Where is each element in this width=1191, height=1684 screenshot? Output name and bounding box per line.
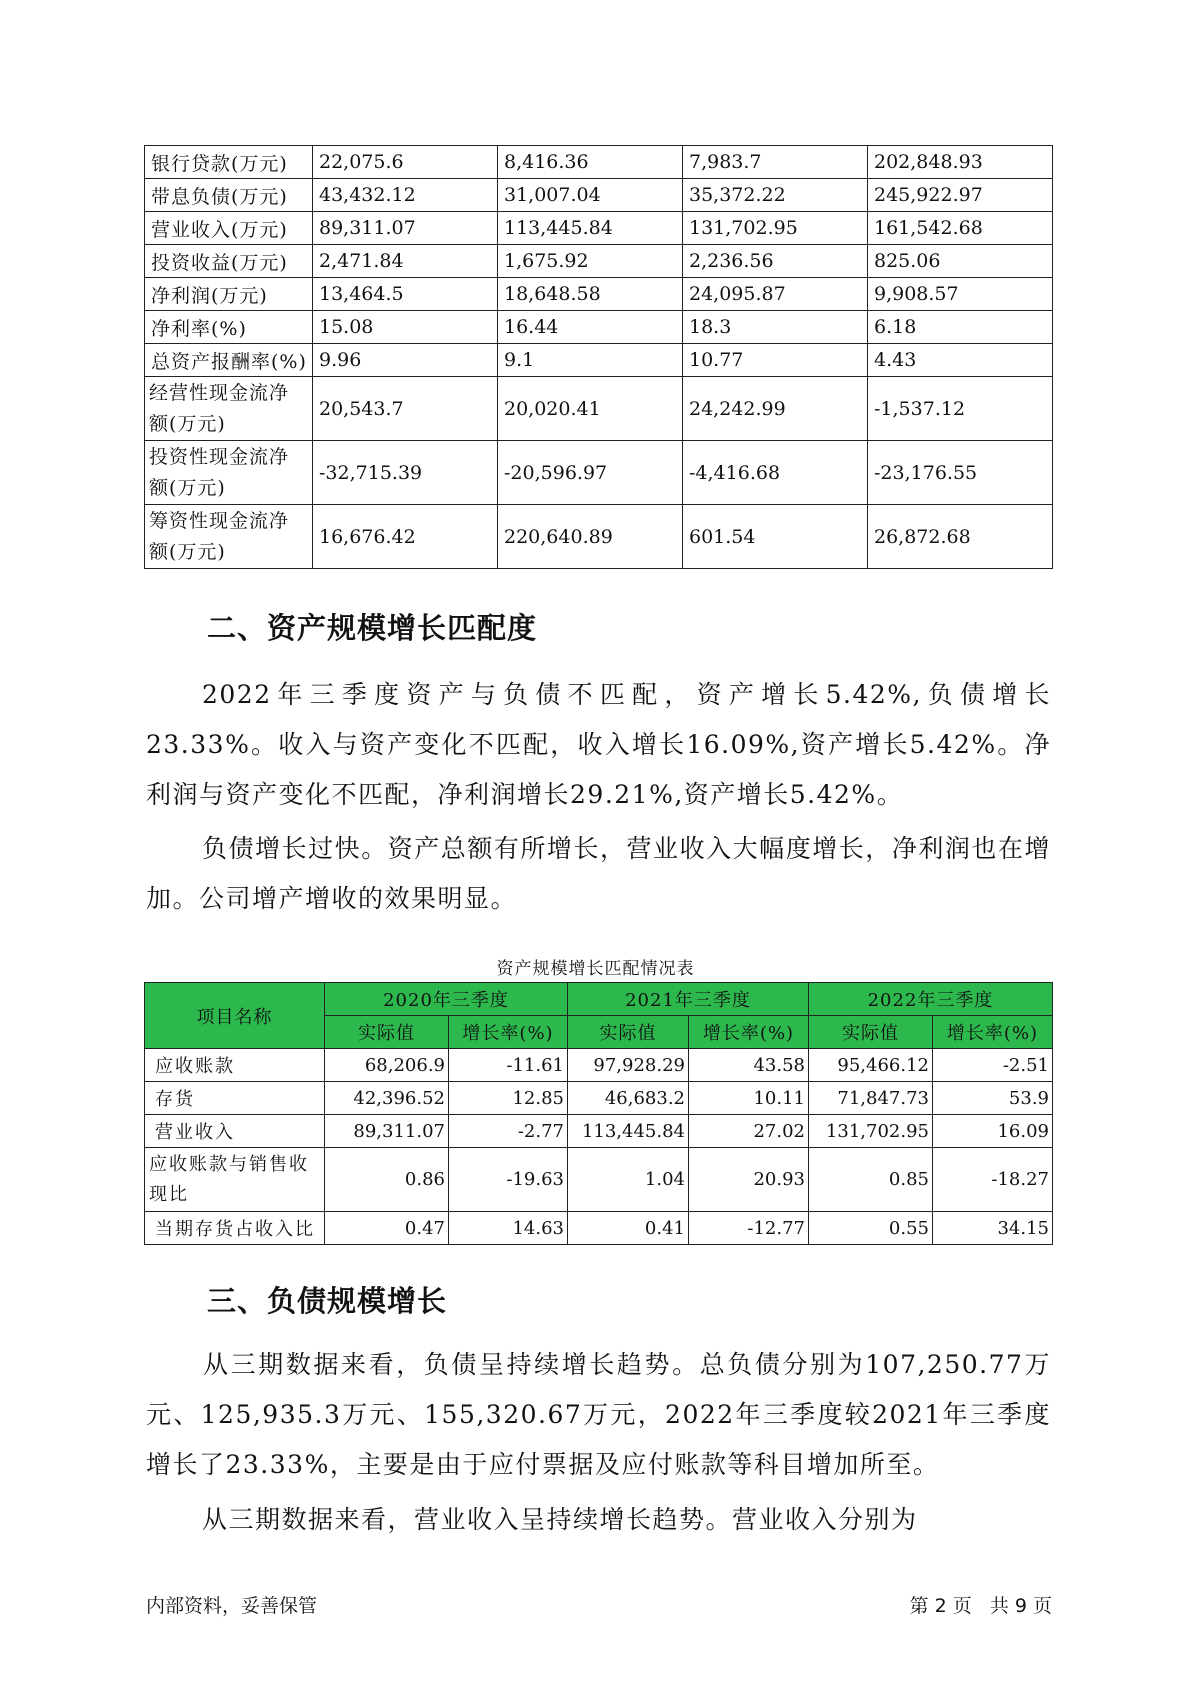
table-cell: 0.86 bbox=[325, 1148, 449, 1212]
table-cell: 13,464.5 bbox=[313, 278, 498, 311]
row-label: 当期存货占收入比 bbox=[145, 1212, 325, 1245]
table-cell: 68,206.9 bbox=[325, 1049, 449, 1082]
table-cell: -2.77 bbox=[449, 1115, 568, 1148]
table-cell: 1,675.92 bbox=[498, 245, 683, 278]
table-cell: 14.63 bbox=[449, 1212, 568, 1245]
period-header: 2020年三季度 bbox=[325, 983, 568, 1016]
table-row bbox=[145, 212, 1053, 245]
table-row bbox=[145, 441, 1053, 505]
table-cell: -12.77 bbox=[689, 1212, 809, 1245]
table-cell: 27.02 bbox=[689, 1115, 809, 1148]
table-cell: 202,848.93 bbox=[868, 146, 1053, 179]
table-cell: 24,242.99 bbox=[683, 377, 868, 441]
actual-value-header: 实际值 bbox=[809, 1016, 933, 1049]
table-cell: 42,396.52 bbox=[325, 1082, 449, 1115]
table-cell: 131,702.95 bbox=[683, 212, 868, 245]
table-cell: 16,676.42 bbox=[313, 505, 498, 569]
period-header: 2021年三季度 bbox=[568, 983, 809, 1016]
table-row bbox=[145, 1212, 1053, 1245]
table-cell: 16.44 bbox=[498, 311, 683, 344]
table-cell: 10.77 bbox=[683, 344, 868, 377]
row-label: 经营性现金流净额(万元) bbox=[145, 377, 313, 441]
table-cell: 2,471.84 bbox=[313, 245, 498, 278]
table-cell: 0.55 bbox=[809, 1212, 933, 1245]
paragraph-text: 2022年三季度资产与负债不匹配，资产增长5.42%,负债增长23.33%。收入与资产变化不匹配，收入增长16.09%,资产增长5.42%。净利润与资产变化不匹配，净利润增长29.21%,资产增长5.42%。 bbox=[146, 680, 1051, 809]
table-row bbox=[145, 1082, 1053, 1115]
table-row bbox=[145, 377, 1053, 441]
growth-rate-header: 增长率(%) bbox=[449, 1016, 568, 1049]
table-cell: -32,715.39 bbox=[313, 441, 498, 505]
table-cell: 8,416.36 bbox=[498, 146, 683, 179]
paragraph-text: 从三期数据来看，营业收入呈持续增长趋势。营业收入分别为 bbox=[202, 1505, 918, 1534]
table-cell: -18.27 bbox=[933, 1148, 1053, 1212]
table-row bbox=[145, 311, 1053, 344]
table-cell: 9.96 bbox=[313, 344, 498, 377]
table-cell: 89,311.07 bbox=[325, 1115, 449, 1148]
section-heading: 二、资产规模增长匹配度 bbox=[207, 611, 538, 645]
row-label: 应收账款与销售收现比 bbox=[145, 1148, 325, 1212]
table-cell: 20.93 bbox=[689, 1148, 809, 1212]
row-label: 投资性现金流净额(万元) bbox=[145, 441, 313, 505]
table-cell: 20,020.41 bbox=[498, 377, 683, 441]
table-row bbox=[145, 245, 1053, 278]
asset-growth-match-table bbox=[144, 982, 1053, 1245]
row-label: 总资产报酬率(%) bbox=[145, 344, 313, 377]
header-row bbox=[145, 983, 1053, 1016]
row-label: 营业收入 bbox=[145, 1115, 325, 1148]
row-label: 存货 bbox=[145, 1082, 325, 1115]
row-label: 投资收益(万元) bbox=[145, 245, 313, 278]
table-row bbox=[145, 278, 1053, 311]
growth-rate-header: 增长率(%) bbox=[689, 1016, 809, 1049]
table-cell: 18,648.58 bbox=[498, 278, 683, 311]
row-label: 营业收入(万元) bbox=[145, 212, 313, 245]
item-name-header: 项目名称 bbox=[145, 983, 325, 1049]
table-cell: -2.51 bbox=[933, 1049, 1053, 1082]
table-row bbox=[145, 179, 1053, 212]
table-cell: 31,007.04 bbox=[498, 179, 683, 212]
table-cell: 2,236.56 bbox=[683, 245, 868, 278]
table-cell: 43.58 bbox=[689, 1049, 809, 1082]
table-cell: -20,596.97 bbox=[498, 441, 683, 505]
table-cell: 53.9 bbox=[933, 1082, 1053, 1115]
table-cell: 131,702.95 bbox=[809, 1115, 933, 1148]
paragraph-text: 负债增长过快。资产总额有所增长，营业收入大幅度增长，净利润也在增加。公司增产增收的效果明显。 bbox=[146, 834, 1051, 913]
table-cell: 71,847.73 bbox=[809, 1082, 933, 1115]
footer-confidential-note: 内部资料，妥善保管 bbox=[146, 1595, 318, 1617]
table-row bbox=[145, 1049, 1053, 1082]
table-cell: 22,075.6 bbox=[313, 146, 498, 179]
table-caption: 资产规模增长匹配情况表 bbox=[496, 959, 695, 979]
row-label: 净利率(%) bbox=[145, 311, 313, 344]
table-cell: 34.15 bbox=[933, 1212, 1053, 1245]
growth-rate-header: 增长率(%) bbox=[933, 1016, 1053, 1049]
table-cell: 46,683.2 bbox=[568, 1082, 689, 1115]
row-label: 应收账款 bbox=[145, 1049, 325, 1082]
table-cell: 1.04 bbox=[568, 1148, 689, 1212]
row-label: 带息负债(万元) bbox=[145, 179, 313, 212]
table-row bbox=[145, 344, 1053, 377]
table-cell: -4,416.68 bbox=[683, 441, 868, 505]
financial-data-table bbox=[144, 145, 1053, 569]
table-cell: 16.09 bbox=[933, 1115, 1053, 1148]
table-cell: 9,908.57 bbox=[868, 278, 1053, 311]
row-label: 筹资性现金流净额(万元) bbox=[145, 505, 313, 569]
table-cell: 0.41 bbox=[568, 1212, 689, 1245]
page-number: 第 2 页 共 9 页 bbox=[909, 1595, 1052, 1617]
actual-value-header: 实际值 bbox=[325, 1016, 449, 1049]
table-cell: 15.08 bbox=[313, 311, 498, 344]
table-cell: -1,537.12 bbox=[868, 377, 1053, 441]
row-label: 净利润(万元) bbox=[145, 278, 313, 311]
paragraph bbox=[146, 1340, 1051, 1490]
table-cell: 89,311.07 bbox=[313, 212, 498, 245]
table-cell: 26,872.68 bbox=[868, 505, 1053, 569]
table-cell: 601.54 bbox=[683, 505, 868, 569]
table-row bbox=[145, 1148, 1053, 1212]
table-cell: 161,542.68 bbox=[868, 212, 1053, 245]
table-cell: 35,372.22 bbox=[683, 179, 868, 212]
paragraph bbox=[146, 824, 1051, 924]
table-cell: 10.11 bbox=[689, 1082, 809, 1115]
paragraph bbox=[146, 1495, 1051, 1545]
period-header: 2022年三季度 bbox=[809, 983, 1053, 1016]
table-cell: 220,640.89 bbox=[498, 505, 683, 569]
table-cell: 9.1 bbox=[498, 344, 683, 377]
actual-value-header: 实际值 bbox=[568, 1016, 689, 1049]
section-heading: 三、负债规模增长 bbox=[207, 1284, 448, 1318]
table-cell: 113,445.84 bbox=[498, 212, 683, 245]
table-cell: 825.06 bbox=[868, 245, 1053, 278]
table-cell: 4.43 bbox=[868, 344, 1053, 377]
paragraph bbox=[146, 670, 1051, 820]
table-row bbox=[145, 146, 1053, 179]
table-row bbox=[145, 1115, 1053, 1148]
table-cell: 43,432.12 bbox=[313, 179, 498, 212]
table-cell: 113,445.84 bbox=[568, 1115, 689, 1148]
table-cell: 0.47 bbox=[325, 1212, 449, 1245]
table-cell: 97,928.29 bbox=[568, 1049, 689, 1082]
table-cell: 6.18 bbox=[868, 311, 1053, 344]
row-label: 银行贷款(万元) bbox=[145, 146, 313, 179]
paragraph-text: 从三期数据来看，负债呈持续增长趋势。总负债分别为107,250.77万元、125,935.3万元、155,320.67万元，2022年三季度较2021年三季度增长了23.33%，主要是由于应付票据及应付账款等科目增加所至。 bbox=[146, 1350, 1051, 1479]
table-cell: -19.63 bbox=[449, 1148, 568, 1212]
table-row bbox=[145, 505, 1053, 569]
table-cell: 20,543.7 bbox=[313, 377, 498, 441]
table-cell: 12.85 bbox=[449, 1082, 568, 1115]
table-cell: 24,095.87 bbox=[683, 278, 868, 311]
table-cell: 18.3 bbox=[683, 311, 868, 344]
table-cell: 0.85 bbox=[809, 1148, 933, 1212]
table-cell: 95,466.12 bbox=[809, 1049, 933, 1082]
table-cell: -23,176.55 bbox=[868, 441, 1053, 505]
table-cell: 7,983.7 bbox=[683, 146, 868, 179]
table-cell: 245,922.97 bbox=[868, 179, 1053, 212]
table-cell: -11.61 bbox=[449, 1049, 568, 1082]
